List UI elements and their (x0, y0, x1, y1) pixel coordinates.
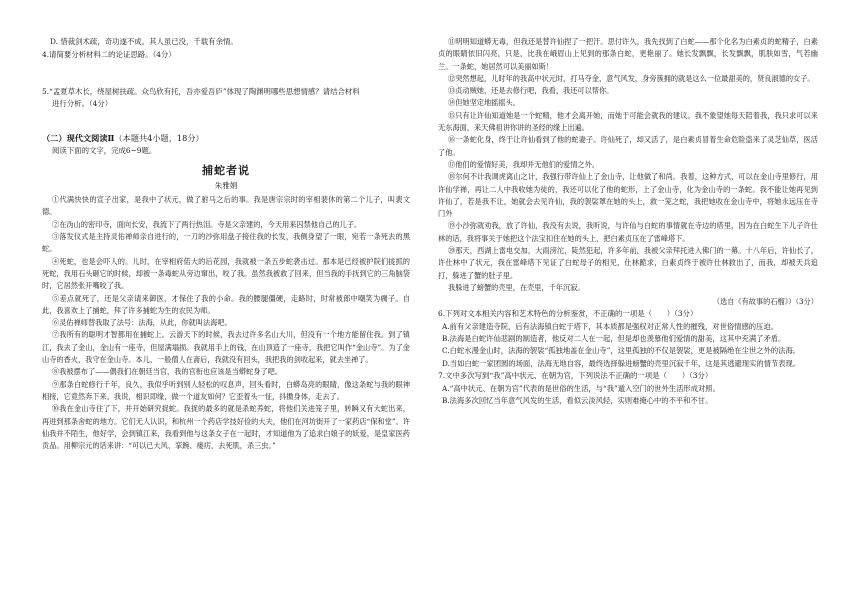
article-author: 朱雅娟 (214, 181, 238, 191)
article-paragraph: ⑬贞动贼她，还是去修行吧，我看，我还可以帮你。 (448, 86, 614, 96)
article-paragraph: ⑧我被摆布了——偶我们在朝廷当官，我的官衔也应该是当蟒蛇身了吧。 (52, 367, 283, 377)
article-paragraph: ③落发仪式是主持灵佑禅师亲自进行的，一刀的沙弥用盘子接住我的长发，我侧身望了一眼，宛若一条死去的黑蛇。 (42, 232, 410, 254)
article-paragraph: ②在沩山的密印寺，面向长安，我流下了两行热泪。寺是父亲建的，今天用来囚禁他自己的儿子。 (52, 219, 362, 229)
article-paragraph: ⑨那条白蛇修行千年，良久，我似乎听到别人轻松的叹息声，回头看时，白蟒岛亮的眼睛，像这条蛇与我的眼神相接，它竟然奔下来。我说，相识即缘，做一个道友如何？它歪着头一怔，抖擞身体，走去了。 (42, 379, 410, 401)
section-points: （本题共4小题，18分） (114, 133, 204, 144)
article-paragraph: ⑰他们的爱情好美，我却并无他们的爱情之外。 (448, 159, 599, 169)
question-5-line2: 进行分析。（4分） (52, 99, 113, 109)
q6-option-b: B.法海是白蛇许仙悲剧的制造者，他反对二人在一起，但是却也羡慕他们爱情的甜美，这其中充满了矛盾。 (442, 334, 786, 344)
article-paragraph: ⑩我在金山寺住了下，并开始研究捉蛇。我捉的最多的就是杀蛇养蛇，将他们关进笼子里，转瞬又有大蛇出来，再进到那条舍蛇的地方。它们无人认识，和杭州一个药店学技好俭的大夫，他们在河坊街开了一家药店“保和堂”。许仙我并不陌生，他好学，会到镇江来，我看到他与这条女子在一起时，才知道他为了追求白娘子的妖爱，是皇家医药贡品。用柳宗元的话来讲：“可以已大风、挛踠、瘘疠，去死肌，杀三虫。” (42, 404, 410, 451)
article-paragraph: ⑫突然想起，儿时年的我高中状元时，打马夺金，意气风发，身旁簇拥的就是这么一位最甜美的，贤良淑德的女子。 (448, 73, 815, 83)
option-d: D. 惜裁剑术疏，奇功遂不成。其人虽已没，千载有余情。 (50, 37, 238, 46)
article-title: 捕蛇者说 (202, 164, 250, 178)
q6-option-a: A.前有父亲建造寺院，后有法海镇白蛇于塔下，其本质都是强权对正常人性的摧残，对世俗情感的压迫。 (442, 322, 778, 332)
q6-option-c: C.白蛇水漫金山时，法海的袈裟“孤独地盖在金山寺”，这里孤独的不仅是袈裟，更是被隔绝在尘世之外的法海。 (442, 346, 801, 356)
article-paragraph: ⑭但她坚定地摇摇头。 (448, 98, 520, 108)
article-paragraph: ⑳那天，西湖上雷电交加，大雨滂沱，陡然犯起，许多年前，我被父亲拜托进入佛门的一幕。十八年后，许仙长了，许仕林中了状元，我在雷峰塔下见证了白蛇母子的相见，仕林跪求，白素贞终于被许仕林救出了，而我，却被天兵追打，躲进了蟹的肚子里。 (438, 246, 818, 280)
article-source: （选自《有故事的石榴》）（3分） (712, 297, 818, 307)
left-column (42, 36, 410, 602)
article-closing-line: 我躲进了螃蟹的壳里，在壳里，千年沉寂。 (448, 282, 585, 292)
question-6: 6.下列对文本相关内容和艺术特色的分析鉴赏，不正确的一项是（ ）（3分） (438, 309, 698, 319)
q6-option-d: D.当如白蛇一家团圆的场面，法海无地自容，最终选择躲进螃蟹的壳里沉寂千年，这是其逃避现实的情节表现。 (442, 358, 801, 368)
article-paragraph: ⑤差点就死了，还是父亲请来御医，才保住了我的小命。我的腰腿僵硬，走路时，时常被郎中嘲笑为瘸子。自此，我喜欢上了捕蛇，拜了许多捕蛇为生的农民为师。 (42, 293, 410, 315)
section-intro: 阅读下面的文字，完成6~9题。 (52, 146, 157, 156)
q7-option-a: A.“高中状元、在朝为官”代表的是世俗的生活，与“我”遁入空门的世外生活形成对照。 (442, 383, 720, 393)
article-paragraph: ⑯一条蛇化身，终于让许仙看到了他的蛇妻子。许仙死了，却又活了，是白素贞冒着生命危险盗来了灵芝仙草，医活了他。 (438, 135, 818, 157)
section-title: （二）现代文阅读Ⅱ (42, 133, 115, 144)
article-paragraph: ⑪明明知道蟒无毒，但我还是替许仙捏了一把汗。思付许久，我先找到了白蛇——那个化名为白素贞的蛇精子，白素贞的眼睛依旧闪亮，只是，比我在峨眉山上见到的那条白蛇，更艳丽了。她长发飘飘，长发飘飘，肌肤如雪，气若幽兰。一条蛇，她居然可以美丽如斯！ (438, 37, 818, 71)
question-5-line1: 5.“孟夏草木长，绕屋树扶疏。众鸟欣有托，吾亦爱吾庐”体现了陶渊明哪些思想情感？请结合材料 (42, 86, 360, 96)
question-7: 7.文中多次写到“我”高中状元、在朝为官，下列说法不正确的一项是（ ）（3分） (438, 370, 713, 380)
article-paragraph: ①代满快快的宣子出家，是我中了状元，做了驸马之后的事。我是唐宗宗时的宰相裴休的第二个儿子，叫裴文德。 (42, 195, 410, 217)
article-paragraph: ⑱尔何不计我调虎离山之计，我强行带许仙上了金山寺，让他做了和尚。我着，这种方式，可以在金山寺里修行，用许仙学禅，再让二人中我收她为徒的，我还可以化了他的蛇形，上了金山寺，化为金山寺的一条蛇。我不能让她再见到许仙了，若是我不让，她就会去见许仙，我的袈裟罩在她的头上，救一笼之蛇，我把她收在金山寺中，将她永远压在寺门外 (438, 172, 818, 219)
article-paragraph: ⑮只有让许仙知道她是一个蛇精，他才会离开她，而她于可能会就我的建议。我不象望她每天陪着我，我只求可以来无东海面，来天佛祖讲你讲的圣经的缘上出遍。 (438, 110, 818, 133)
question-4: 4.请简要分析材料二的论证思路。（4分） (42, 49, 176, 59)
article-paragraph: ⑥灵佑禅师替我取了法号：法海，从此，你就叫法海吧。 (52, 318, 232, 328)
article-paragraph: ⑲小沙弥就劝我，放了许仙，我没有去说，我听说，与许仙与白蛇的事情就在寺边的塔里，因为在白蛇生下儿子许仕林的话，我将事关于她把这个法宝扣住在她的头上，把白素贞压在了雷峰塔下。 (438, 221, 818, 243)
article-paragraph: ⑦我所有的聪明才智都用在捕蛇上。云游天下的时候，我去过许多名山大川，但没有一个地方能留住我。到了镇江，我去了金山，金山有一座寺，但屋满塌损。我就用手上的钱，在山顶造了一座寺，我把它叫作“金山寺”。为了金山寺的香火，我守在金山寺。本儿，一般僧人在斋后，我就没有回头，我把我的剑收起来，就去坐禅了。 (42, 330, 410, 365)
article-paragraph: ④死蛇，也是会吓人的。儿时，在宰相府偌大的后花园，我就被一条五步蛇袭击过。那本是已经被护院们拢抓的死蛇，我用石头砸它的时候，却被一条毒蛇从旁边窜出，咬了我。虽然我被救了回来，但当我的手抚到它的三角脑袋时，它居然张开嘴咬了我。 (42, 256, 410, 291)
section-heading (42, 133, 410, 144)
right-column (438, 36, 818, 602)
q7-option-b: B.法海多次回忆当年意气风发的生活，看似云淡风轻，实则难掩心中的不平和不甘。 (442, 395, 713, 405)
